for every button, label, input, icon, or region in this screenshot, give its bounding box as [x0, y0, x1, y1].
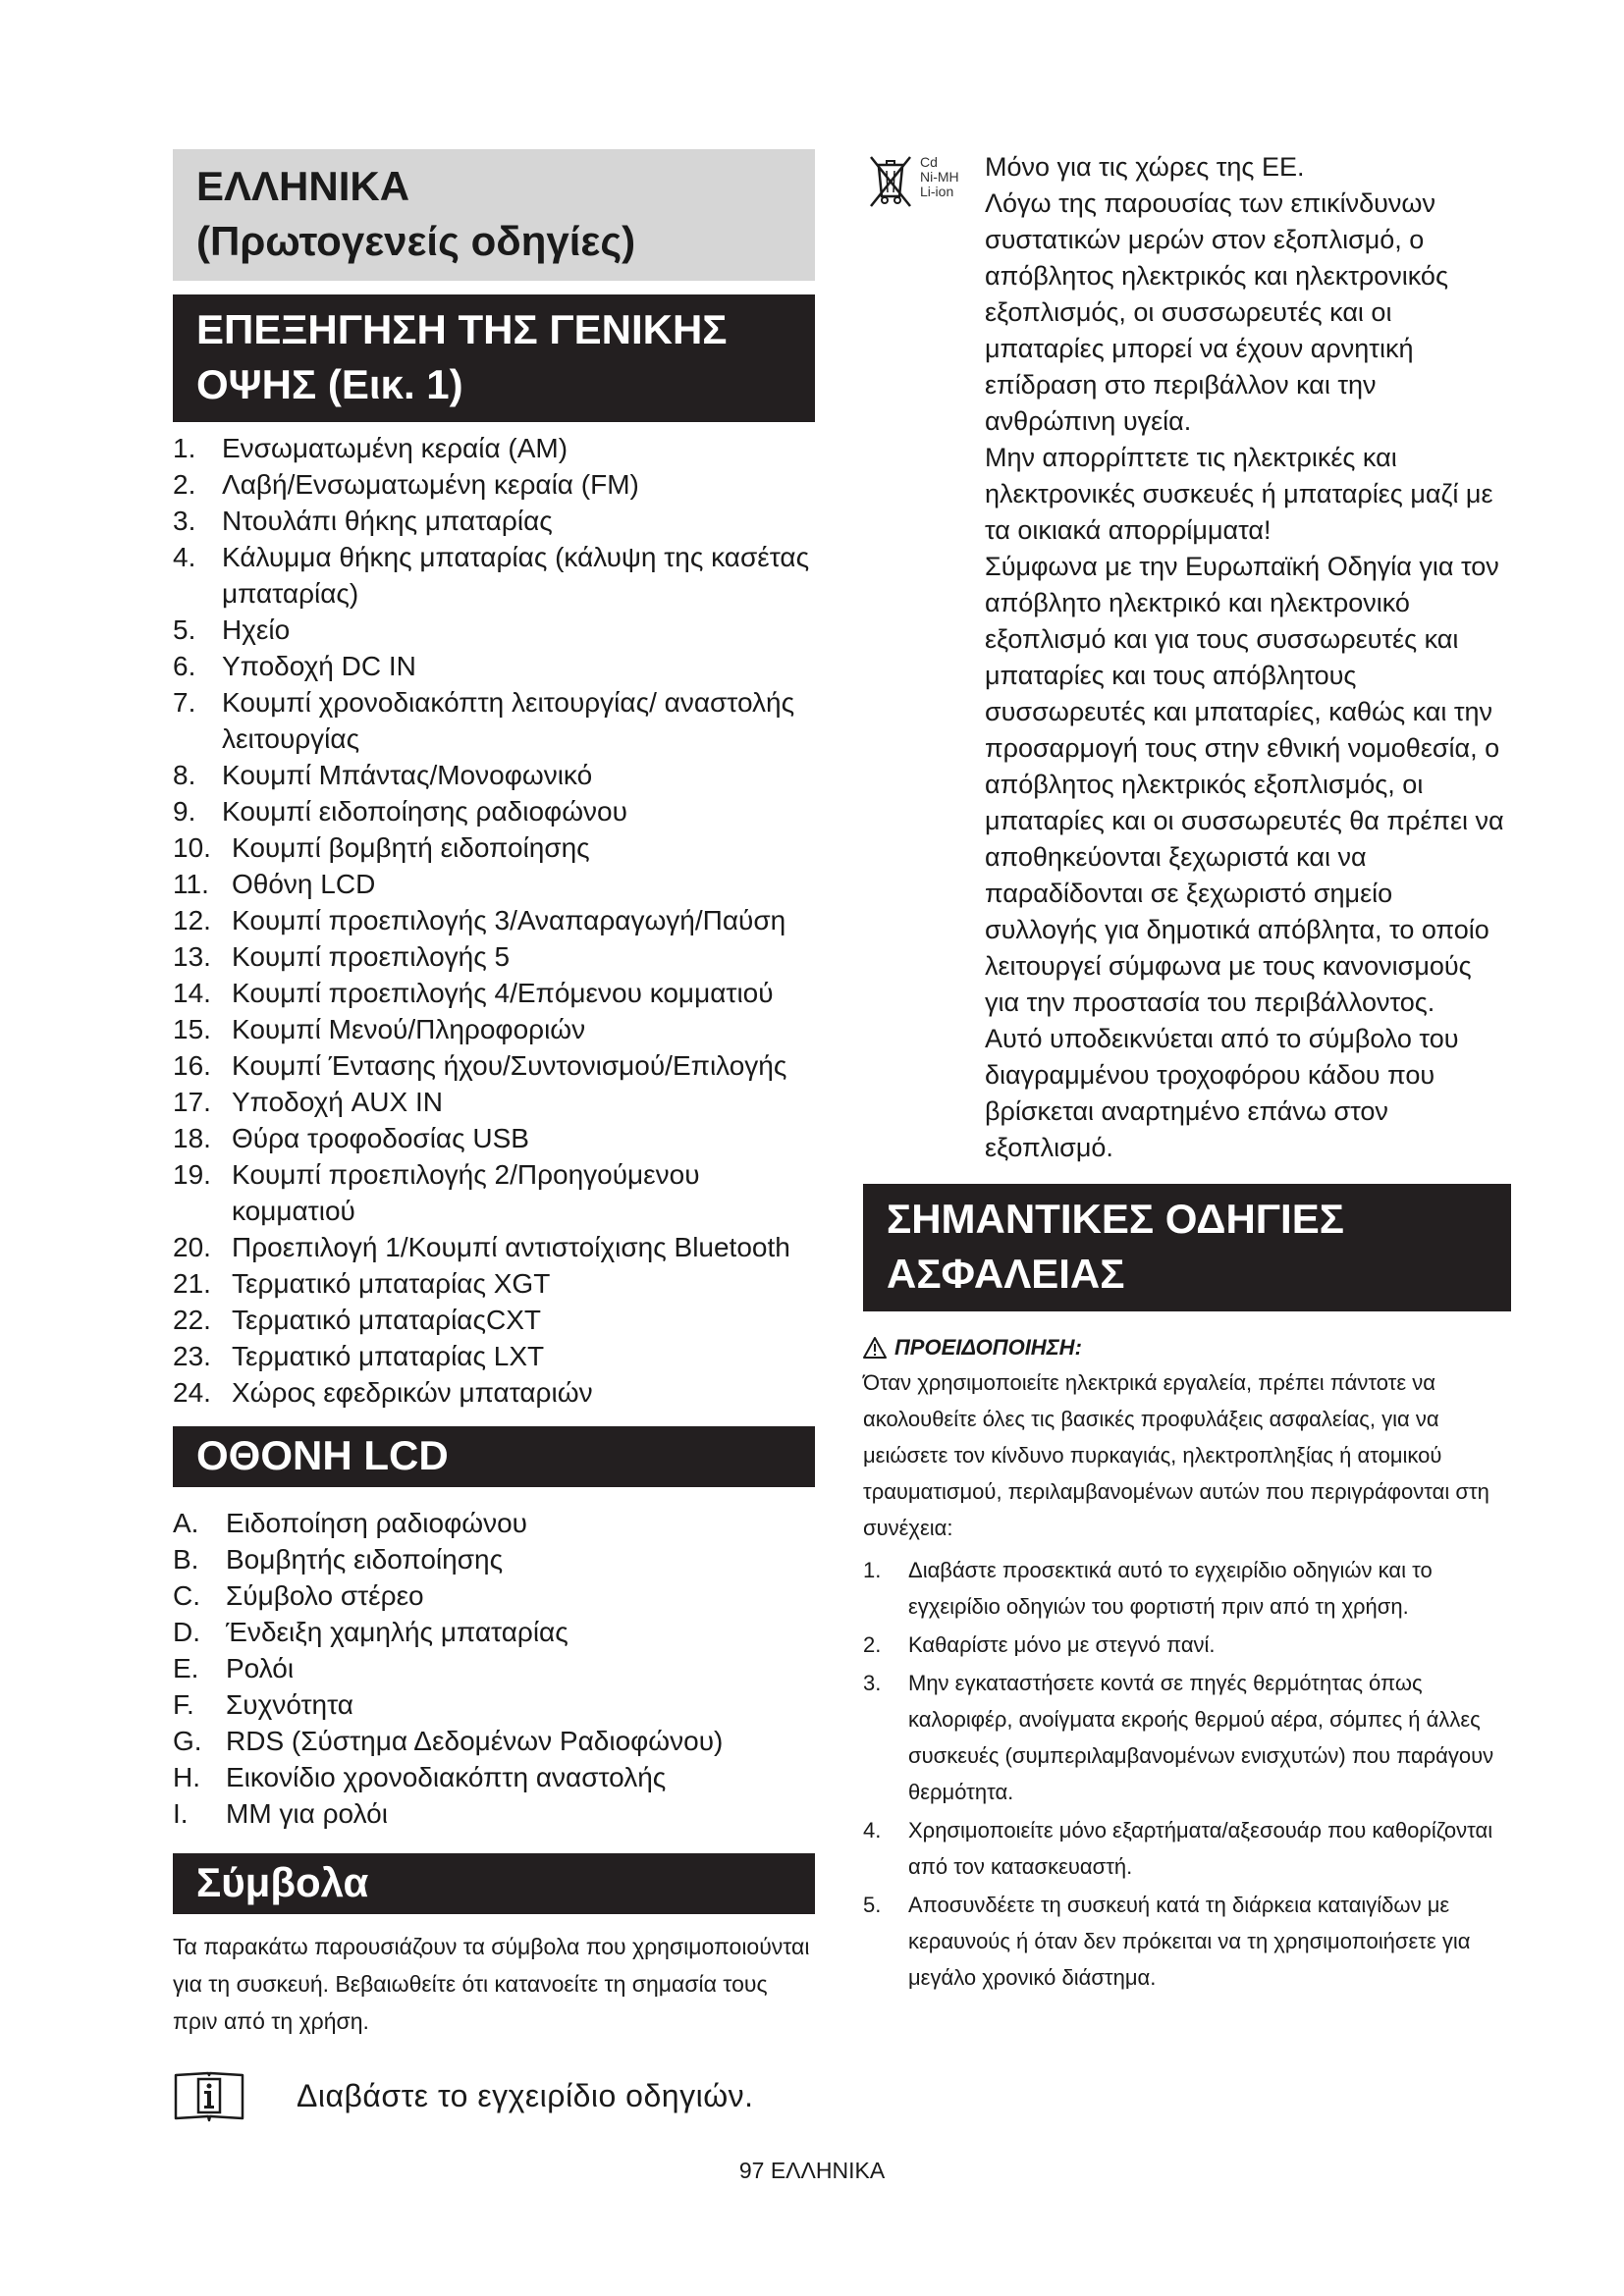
warning-triangle-icon	[863, 1337, 887, 1359]
list-item-text: Εικονίδιο χρονοδιακόπτη αναστολής	[226, 1762, 667, 1792]
list-item-text: Χρησιμοποιείτε μόνο εξαρτήματα/αξεσουάρ που καθορίζονται από τον κατασκευαστή.	[908, 1818, 1493, 1879]
symbols-intro: Τα παρακάτω παρουσιάζουν τα σύμβολα που χρησιμοποιούνται για τη συσκευή. Βεβαιωθείτε ότι κατανοείτε τη σημασία τους πριν από τη χρήση.	[173, 1934, 810, 2034]
list-item-number: 6.	[173, 651, 196, 681]
list-item-number: 22.	[173, 1305, 211, 1335]
manual-symbol-text: Διαβάστε το εγχειρίδιο οδηγιών.	[297, 2077, 754, 2113]
list-item-number: 19.	[173, 1159, 211, 1190]
list-item-text: Ρολόι	[226, 1653, 295, 1683]
page-number: 97	[738, 2158, 765, 2183]
list-item-text: Υποδοχή DC IN	[222, 651, 416, 681]
list-item-number: 3.	[863, 1671, 882, 1695]
list-item	[173, 648, 815, 684]
list-item-text: Κουμπί προεπιλογής 4/Επόμενου κομματιού	[232, 978, 774, 1008]
list-item-text: Σύμβολο στέρεο	[226, 1580, 424, 1611]
weee-text	[971, 149, 1511, 1166]
page-footer	[0, 2158, 1624, 2184]
list-item-number: 13.	[173, 941, 211, 972]
list-item-number: 4.	[173, 542, 196, 572]
list-item-text: Κουμπί προεπιλογής 3/Αναπαραγωγή/Παύση	[232, 905, 786, 935]
list-item-number: 24.	[173, 1377, 211, 1408]
list-item-number: 5.	[863, 1893, 882, 1917]
list-item	[173, 757, 815, 793]
list-item-text: Χώρος εφεδρικών μπαταριών	[232, 1377, 593, 1408]
list-item-text: Θύρα τροφοδοσίας USB	[232, 1123, 529, 1153]
list-item	[173, 975, 815, 1011]
list-item	[173, 430, 815, 466]
safety-heading-line1: ΣΗΜΑΝΤΙΚΕΣ ΟΔΗΓΙΕΣ	[887, 1196, 1344, 1242]
list-item	[173, 866, 815, 902]
list-item	[173, 1795, 815, 1832]
list-item	[173, 466, 815, 503]
list-item	[173, 1505, 815, 1541]
footer-language: ΕΛΛΗΝΙΚΑ	[770, 2158, 886, 2183]
list-item-number: 15.	[173, 1014, 211, 1044]
battery-chemistry-labels	[920, 155, 959, 199]
list-item	[863, 1887, 1511, 1996]
list-item-letter: A.	[173, 1508, 199, 1538]
list-item	[173, 902, 815, 938]
list-item-number: 3.	[173, 506, 196, 536]
list-item	[173, 684, 815, 757]
warning-intro: Όταν χρησιμοποιείτε ηλεκτρικά εργαλεία, πρέπει πάντοτε να ακολουθείτε όλες τις βασικές προφυλάξεις ασφαλείας, για να μειώσετε τον κίνδυνο πυρκαγιάς, ηλεκτροπληξίας ή ατομικού τραυματισμού, περιλαμβανομένων αυτών που περιγράφονται στη συνέχεια:	[863, 1370, 1489, 1540]
language-subtitle: (Πρωτογενείς οδηγίες)	[196, 218, 636, 264]
list-item-text: Ηχείο	[222, 614, 291, 645]
list-item	[173, 938, 815, 975]
list-item	[173, 793, 815, 829]
list-item-text: Συχνότητα	[226, 1689, 353, 1720]
list-item	[863, 1552, 1511, 1625]
list-item-text: Κουμπί Μπάντας/Μονοφωνικό	[222, 760, 593, 790]
warning-label: ΠΡΟΕΙΔΟΠΟΙΗΣΗ:	[894, 1335, 1082, 1360]
list-item	[173, 1265, 815, 1302]
list-item-number: 1.	[173, 433, 196, 463]
list-item-number: 11.	[173, 869, 209, 899]
list-item-text: Κουμπί προεπιλογής 2/Προηγούμενου κομματιού	[232, 1159, 700, 1226]
list-item-text: Προεπιλογή 1/Κουμπί αντιστοίχισης Bluetooth	[232, 1232, 790, 1262]
lcd-list	[173, 1505, 815, 1832]
list-item-text: Κουμπί προεπιλογής 5	[232, 941, 511, 972]
safety-heading-line2: ΑΣΦΑΛΕΙΑΣ	[887, 1251, 1125, 1297]
list-item-text: Υποδοχή AUX IN	[232, 1087, 443, 1117]
list-item	[173, 1374, 815, 1411]
list-item-text: Ειδοποίηση ραδιοφώνου	[226, 1508, 527, 1538]
weee-paragraph: Λόγω της παρουσίας των επικίνδυνων συστατικών μερών στον εξοπλισμό, ο απόβλητος ηλεκτρικός και ηλεκτρονικός εξοπλισμός, οι συσσωρευτές και οι μπαταρίες μπορεί να έχουν αρνητική επίδραση στο περιβάλλον και την ανθρώπινη υγεία.	[985, 188, 1448, 436]
list-item-number: 21.	[173, 1268, 211, 1299]
crossed-bin-icon	[863, 151, 918, 212]
list-item-letter: E.	[173, 1653, 199, 1683]
list-item	[173, 1229, 815, 1265]
label-liion: Li-ion	[920, 184, 954, 199]
list-item-text: Λαβή/Ενσωματωμένη κεραία (FM)	[222, 469, 639, 500]
list-item-text: Κουμπί χρονοδιακόπτη λειτουργίας/ αναστολής λειτουργίας	[222, 687, 795, 754]
list-item	[173, 829, 815, 866]
list-item	[173, 1338, 815, 1374]
list-item	[173, 1084, 815, 1120]
label-nimh: Ni-MH	[920, 169, 959, 185]
list-item-text: Κουμπί Έντασης ήχου/Συντονισμού/Επιλογής	[232, 1050, 787, 1081]
list-item	[173, 1577, 815, 1614]
list-item	[863, 1812, 1511, 1885]
list-item-text: Κουμπί βομβητή ειδοποίησης	[232, 832, 590, 863]
list-item-number: 23.	[173, 1341, 211, 1371]
list-item-text: Καθαρίστε μόνο με στεγνό πανί.	[908, 1632, 1216, 1657]
list-item-number: 18.	[173, 1123, 211, 1153]
list-item-text: Τερματικό μπαταρίαςCXT	[232, 1305, 541, 1335]
list-item-text: Κουμπί ειδοποίησης ραδιοφώνου	[222, 796, 627, 827]
list-item-text: Διαβάστε προσεκτικά αυτό το εγχειρίδιο οδηγιών και το εγχειρίδιο οδηγιών του φορτιστή πριν από τη χρήση.	[908, 1558, 1433, 1619]
list-item-letter: I.	[173, 1798, 189, 1829]
weee-paragraph: Μόνο για τις χώρες της ΕΕ.	[985, 152, 1305, 182]
list-item	[173, 1541, 815, 1577]
list-item-text: Αποσυνδέετε τη συσκευή κατά τη διάρκεια καταιγίδων με κεραυνούς ή όταν δεν πρόκειται να τη χρησιμοποιήσετε για μεγάλο χρονικό διάστημα.	[908, 1893, 1471, 1990]
language-header	[173, 149, 815, 281]
overview-heading	[173, 294, 815, 422]
list-item	[173, 1047, 815, 1084]
left-column	[173, 149, 815, 2122]
list-item-number: 10.	[173, 832, 211, 863]
list-item-text: ΜΜ για ρολόι	[226, 1798, 388, 1829]
list-item	[173, 503, 815, 539]
weee-paragraph: Μην απορρίπτετε τις ηλεκτρικές και ηλεκτρονικές συσκευές ή μπαταρίες μαζί με τα οικιακά απορρίμματα!	[985, 443, 1493, 545]
list-item-number: 2.	[173, 469, 196, 500]
label-cd: Cd	[920, 154, 938, 170]
list-item-text: Τερματικό μπαταρίας XGT	[232, 1268, 551, 1299]
list-item-text: Κουμπί Μενού/Πληροφοριών	[232, 1014, 586, 1044]
list-item	[173, 1120, 815, 1156]
list-item-number: 16.	[173, 1050, 211, 1081]
list-item-text: Τερματικό μπαταρίας LXT	[232, 1341, 545, 1371]
list-item-number: 7.	[173, 687, 196, 718]
list-item	[173, 612, 815, 648]
list-item-number: 1.	[863, 1558, 882, 1582]
manual-book-icon	[173, 2069, 245, 2122]
list-item-text: RDS (Σύστημα Δεδομένων Ραδιοφώνου)	[226, 1726, 724, 1756]
list-item-number: 14.	[173, 978, 211, 1008]
weee-section	[863, 149, 1511, 1166]
lcd-heading: ΟΘΟΝΗ LCD	[173, 1426, 815, 1487]
list-item	[173, 1723, 815, 1759]
list-item-number: 2.	[863, 1632, 882, 1657]
list-item-text: Ένδειξη χαμηλής μπαταρίας	[226, 1617, 568, 1647]
overview-heading-line2: ΟΨΗΣ (Εικ. 1)	[196, 361, 463, 407]
language-title: ΕΛΛΗΝΙΚΑ	[196, 163, 410, 209]
list-item-number: 4.	[863, 1818, 882, 1842]
warning-label-row	[863, 1335, 1511, 1361]
list-item-letter: B.	[173, 1544, 199, 1575]
list-item-number: 20.	[173, 1232, 211, 1262]
list-item-letter: C.	[173, 1580, 200, 1611]
list-item	[173, 1650, 815, 1686]
list-item-letter: H.	[173, 1762, 200, 1792]
list-item-number: 9.	[173, 796, 196, 827]
list-item	[863, 1627, 1511, 1663]
weee-paragraph: Αυτό υποδεικνύεται από το σύμβολο του διαγραμμένου τροχοφόρου κάδου που βρίσκεται αναρτημένο επάνω στον εξοπλισμό.	[985, 1024, 1459, 1162]
manual-symbol-row	[173, 2069, 815, 2122]
list-item-text: Ενσωματωμένη κεραία (AM)	[222, 433, 568, 463]
right-column	[863, 149, 1511, 1998]
list-item	[173, 1759, 815, 1795]
list-item	[173, 1156, 815, 1229]
list-item	[173, 1011, 815, 1047]
safety-heading	[863, 1184, 1511, 1311]
overview-heading-line1: ΕΠΕΞΗΓΗΣΗ ΤΗΣ ΓΕΝΙΚΗΣ	[196, 306, 728, 352]
list-item	[173, 1686, 815, 1723]
list-item-letter: D.	[173, 1617, 200, 1647]
symbols-heading: Σύμβολα	[173, 1853, 815, 1914]
list-item	[863, 1665, 1511, 1810]
weee-paragraph: Σύμφωνα με την Ευρωπαϊκή Οδηγία για τον απόβλητο ηλεκτρικό και ηλεκτρονικό εξοπλισμό και για τους συσσωρευτές και μπαταρίες και τους απόβλητους συσσωρευτές και μπαταρίες, καθώς και την προσαρμογή τους στην εθνική νομοθεσία, ο απόβλητος ηλεκτρικός εξοπλισμός, οι μπαταρίες και οι συσσωρευτές θα πρέπει να αποθηκεύονται ξεχωριστά και να παραδίδονται σε ξεχωριστό σημείο συλλογής για δημοτικά απόβλητα, το οποίο λειτουργεί σύμφωνα με τους κανονισμούς για την προστασία του περιβάλλοντος.	[985, 552, 1504, 1017]
list-item-number: 17.	[173, 1087, 211, 1117]
list-item	[173, 1614, 815, 1650]
list-item-text: Βομβητής ειδοποίησης	[226, 1544, 504, 1575]
list-item-text: Ντουλάπι θήκης μπαταρίας	[222, 506, 553, 536]
list-item-number: 5.	[173, 614, 196, 645]
list-item	[173, 539, 815, 612]
weee-symbol	[863, 149, 971, 218]
list-item-text: Μην εγκαταστήσετε κοντά σε πηγές θερμότητας όπως καλοριφέρ, ανοίγματα εκροής θερμού αέρα, σόμπες ή άλλες συσκευές (συμπεριλαμβανομένων ενισχυτών) που παράγουν θερμότητα.	[908, 1671, 1494, 1804]
parts-list	[173, 430, 815, 1411]
list-item-number: 8.	[173, 760, 196, 790]
list-item-text: Οθόνη LCD	[232, 869, 376, 899]
list-item	[173, 1302, 815, 1338]
list-item-letter: G.	[173, 1726, 202, 1756]
safety-list	[863, 1552, 1511, 1996]
list-item-number: 12.	[173, 905, 211, 935]
list-item-letter: F.	[173, 1689, 194, 1720]
list-item-text: Κάλυμμα θήκης μπαταρίας (κάλυψη της κασέτας μπαταρίας)	[222, 542, 810, 609]
